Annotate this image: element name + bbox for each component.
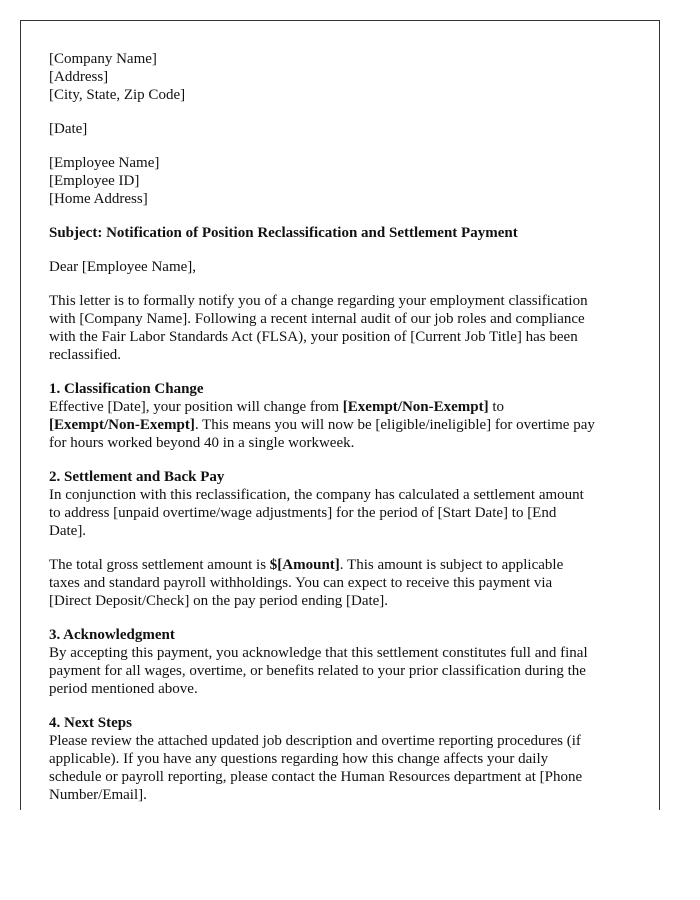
text-segment: period mentioned above. — [49, 681, 198, 697]
settlement-amount — [49, 556, 659, 610]
letter-body — [49, 50, 659, 804]
text-line — [49, 120, 659, 138]
text-segment: with [Company Name]. Following a recent internal audit of our job roles and compliance — [49, 311, 585, 327]
text-segment: This letter is to formally notify you of a change regarding your employment classification — [49, 293, 588, 309]
text-segment: reclassified. — [49, 347, 122, 363]
text-segment: payment for all wages, overtime, or benefits related to your prior classification during the — [49, 663, 586, 679]
text-segment: [Direct Deposit/Check] on the pay period ending [Date]. — [49, 593, 389, 609]
text-segment: taxes and standard payroll withholdings. You can expect to receive this payment via — [49, 575, 553, 591]
text-line — [49, 522, 659, 540]
text-line — [49, 258, 659, 276]
text-segment: By accepting this payment, you acknowledge that this settlement constitutes full and final — [49, 645, 588, 661]
text-segment: [Employee ID] — [49, 173, 140, 189]
text-segment: In conjunction with this reclassification, the company has calculated a settlement amount — [49, 487, 584, 503]
text-segment: . This means you will now be [eligible/ineligible] for overtime pay — [194, 417, 595, 433]
text-line — [49, 416, 659, 434]
text-segment: [Home Address] — [49, 191, 148, 207]
text-line — [49, 380, 659, 398]
text-line — [49, 50, 659, 68]
text-line — [49, 224, 659, 242]
text-line — [49, 346, 659, 364]
text-line — [49, 154, 659, 172]
bold-text: Subject: Notification of Position Reclassification and Settlement Payment — [49, 225, 518, 241]
text-line — [49, 86, 659, 104]
letter-page — [20, 20, 660, 810]
text-line — [49, 486, 659, 504]
bold-text: 1. Classification Change — [49, 381, 204, 397]
text-segment: The total gross settlement amount is — [49, 557, 270, 573]
section-settlement — [49, 468, 659, 540]
text-segment: to address [unpaid overtime/wage adjustments] for the period of [Start Date] to [End — [49, 505, 557, 521]
text-line — [49, 434, 659, 452]
text-segment: Date]. — [49, 523, 87, 539]
text-segment: [City, State, Zip Code] — [49, 87, 186, 103]
text-segment: [Company Name] — [49, 51, 157, 67]
text-segment: Number/Email]. — [49, 787, 147, 803]
text-segment: [Address] — [49, 69, 109, 85]
recipient-address — [49, 154, 659, 208]
text-line — [49, 190, 659, 208]
bold-text: 4. Next Steps — [49, 715, 132, 731]
text-segment: to — [488, 399, 505, 415]
salutation — [49, 258, 659, 276]
text-line — [49, 310, 659, 328]
text-segment: [Employee Name] — [49, 155, 160, 171]
sender-address — [49, 50, 659, 104]
text-line — [49, 504, 659, 522]
bold-text: 2. Settlement and Back Pay — [49, 469, 225, 485]
text-line — [49, 592, 659, 610]
text-line — [49, 732, 659, 750]
text-line — [49, 398, 659, 416]
text-line — [49, 574, 659, 592]
date — [49, 120, 659, 138]
text-segment: with the Fair Labor Standards Act (FLSA), your position of [Current Job Title] has been — [49, 329, 578, 345]
text-line — [49, 626, 659, 644]
bold-text: [Exempt/Non-Exempt] — [49, 417, 195, 433]
text-segment: applicable). If you have any questions regarding how this change affects your daily — [49, 751, 549, 767]
intro — [49, 292, 659, 364]
text-line — [49, 68, 659, 86]
text-segment: Effective [Date], your position will change from — [49, 399, 343, 415]
bold-text: 3. Acknowledgment — [49, 627, 175, 643]
text-line — [49, 768, 659, 786]
text-segment: [Date] — [49, 121, 88, 137]
bold-text: $[Amount] — [269, 557, 340, 573]
text-line — [49, 328, 659, 346]
text-line — [49, 750, 659, 768]
subject — [49, 224, 659, 242]
text-line — [49, 662, 659, 680]
section-next-steps — [49, 714, 659, 804]
bold-text: [Exempt/Non-Exempt] — [342, 399, 489, 415]
text-line — [49, 786, 659, 804]
text-line — [49, 714, 659, 732]
section-classification-change — [49, 380, 659, 452]
text-segment: Please review the attached updated job description and overtime reporting procedures (if — [49, 733, 581, 749]
text-segment: Dear [Employee Name], — [49, 259, 197, 275]
text-line — [49, 556, 659, 574]
text-line — [49, 172, 659, 190]
text-line — [49, 468, 659, 486]
text-line — [49, 292, 659, 310]
section-acknowledgment — [49, 626, 659, 698]
text-line — [49, 680, 659, 698]
text-segment: . This amount is subject to applicable — [339, 557, 564, 573]
text-segment: schedule or payroll reporting, please contact the Human Resources department at [Phone — [49, 769, 583, 785]
text-line — [49, 644, 659, 662]
text-segment: for hours worked beyond 40 in a single workweek. — [49, 435, 355, 451]
